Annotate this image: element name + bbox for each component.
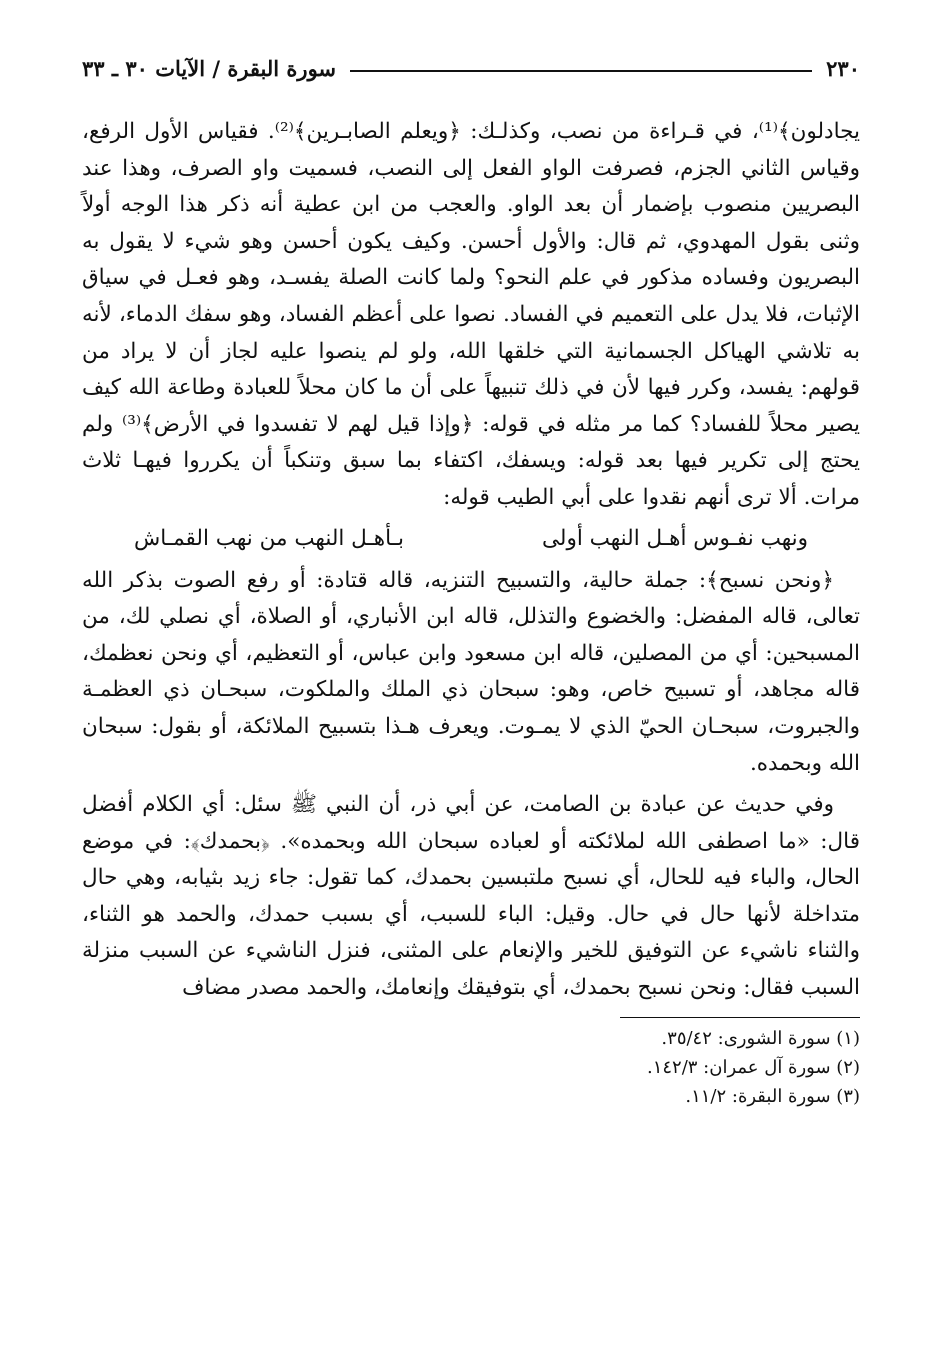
main-text: [82, 114, 860, 1007]
paragraph-1: يجادلون﴾⁽¹⁾، في قـراءة من نصب، وكذلـك: ﴿ويعلم الصابـرين﴾⁽²⁾. فقياس الأول الرفع، وقياس الثاني الجزم، فصرفت الواو الفعل إلى النصب، فسميت واو الصرف، وهذا عند البصريين منصوب بإضمار أن بعد الواو. والعجب من ابن عطية أنه ذكر هذا الوجه أولاً وثنى بقول المهدوي، ثم قال: والأول أحسن. وكيف يكون أحسن وهو شيء لا يقول به البصريون وفساده مذكور في علم النحو؟ ولما كانت الصلة يفسـد، وهو فعـل في سياق الإثبات، فلا يدل على التعميم في الفساد. نصوا على أعظم الفساد، وهو سفك الدماء، لأنه به تلاشي الهياكل الجسمانية التي خلقها الله، ولو لم ينصوا عليه لجاز أن لا يراد من قولهم: يفسد، وكرر فيها لأن في ذلك تنبيهاً على أن ما كان محلاً للعبادة وطاعة الله كيف يصير محلاً للفساد؟ كما مر مثله في قوله: ﴿وإذا قيل لهم لا تفسدوا في الأرض﴾⁽³⁾ ولم يحتج إلى تكرير فيها بعد قوله: ويسفك، اكتفاء بما سبق وتنكباً أن يكرروا فيهـا ثلاث مرات. ألا ترى أنهم نقدوا على أبي الطيب قوله:: [82, 119, 860, 510]
paragraph-3: وفي حديث عن عبادة بن الصامت، عن أبي ذر، أن النبي ﷺ سئل: أي الكلام أفضل قال: «ما اصطفى الله لملائكته أو لعباده سبحان الله وبحمده». ﴿بحمدك﴾: في موضع الحال، والباء فيه للحال، أي نسبح ملتبسين بحمدك، كما تقول: جاء زيد بثيابه، وهي حال متداخلة لأنها حال في حال. وقيل: الباء للسبب، أي بسبب حمدك، والحمد هو الثناء، والثناء ناشيء عن التوفيق للخير والإنعام على المثنى، فنزل الناشيء عن السبب منزلة السبب فقال: ونحن نسبح بحمدك، أي بتوفيقك وإنعامك، والحمد مصدر مضاف: [82, 792, 860, 1001]
verse-second-hemistich: بـأهـل النهب من نهب القمـاش: [134, 525, 404, 551]
footnote-separator: [620, 1017, 860, 1018]
verse-first-hemistich: ونهب نفـوس أهـل النهب أولى: [542, 525, 808, 551]
page-header: [82, 48, 860, 88]
footnotes: [82, 1024, 860, 1111]
footnote-1: (١) سورة الشورى: ٣٥/٤٢.: [661, 1027, 860, 1049]
footnote-2: (٢) سورة آل عمران: ١٤٢/٣.: [646, 1056, 860, 1078]
poetry-verse: [82, 517, 860, 563]
footnote-3: (٣) سورة البقرة: ١١/٢.: [685, 1085, 860, 1107]
running-title: سورة البقرة / الآيات ٣٠ ـ ٣٣: [82, 55, 337, 81]
paragraph-2: ﴿ونحن نسبح﴾: جملة حالية، والتسبيح التنزيه، قاله قتادة: أو رفع الصوت بذكر الله تعالى، قاله المفضل: والخضوع والتذلل، قاله ابن الأنباري، أو الصلاة، أي نصلي لك، من المسبحين: أي من المصلين، قاله ابن مسعود وابن عباس، أو التعظيم، أي ونحن نعظمك، قاله مجاهد، أو تسبيح خاص، وهو: سبحان ذي الملك والملكوت، سبحـان ذي العظمـة والجبروت، سبحـان الحيّ الذي لا يمـوت. ويعرف هـذا بتسبيح الملائكة، أو بقول: سبحان الله وبحمده.: [82, 567, 860, 776]
page-number: ٢٣٠: [826, 55, 860, 81]
header-rule: [350, 70, 812, 72]
